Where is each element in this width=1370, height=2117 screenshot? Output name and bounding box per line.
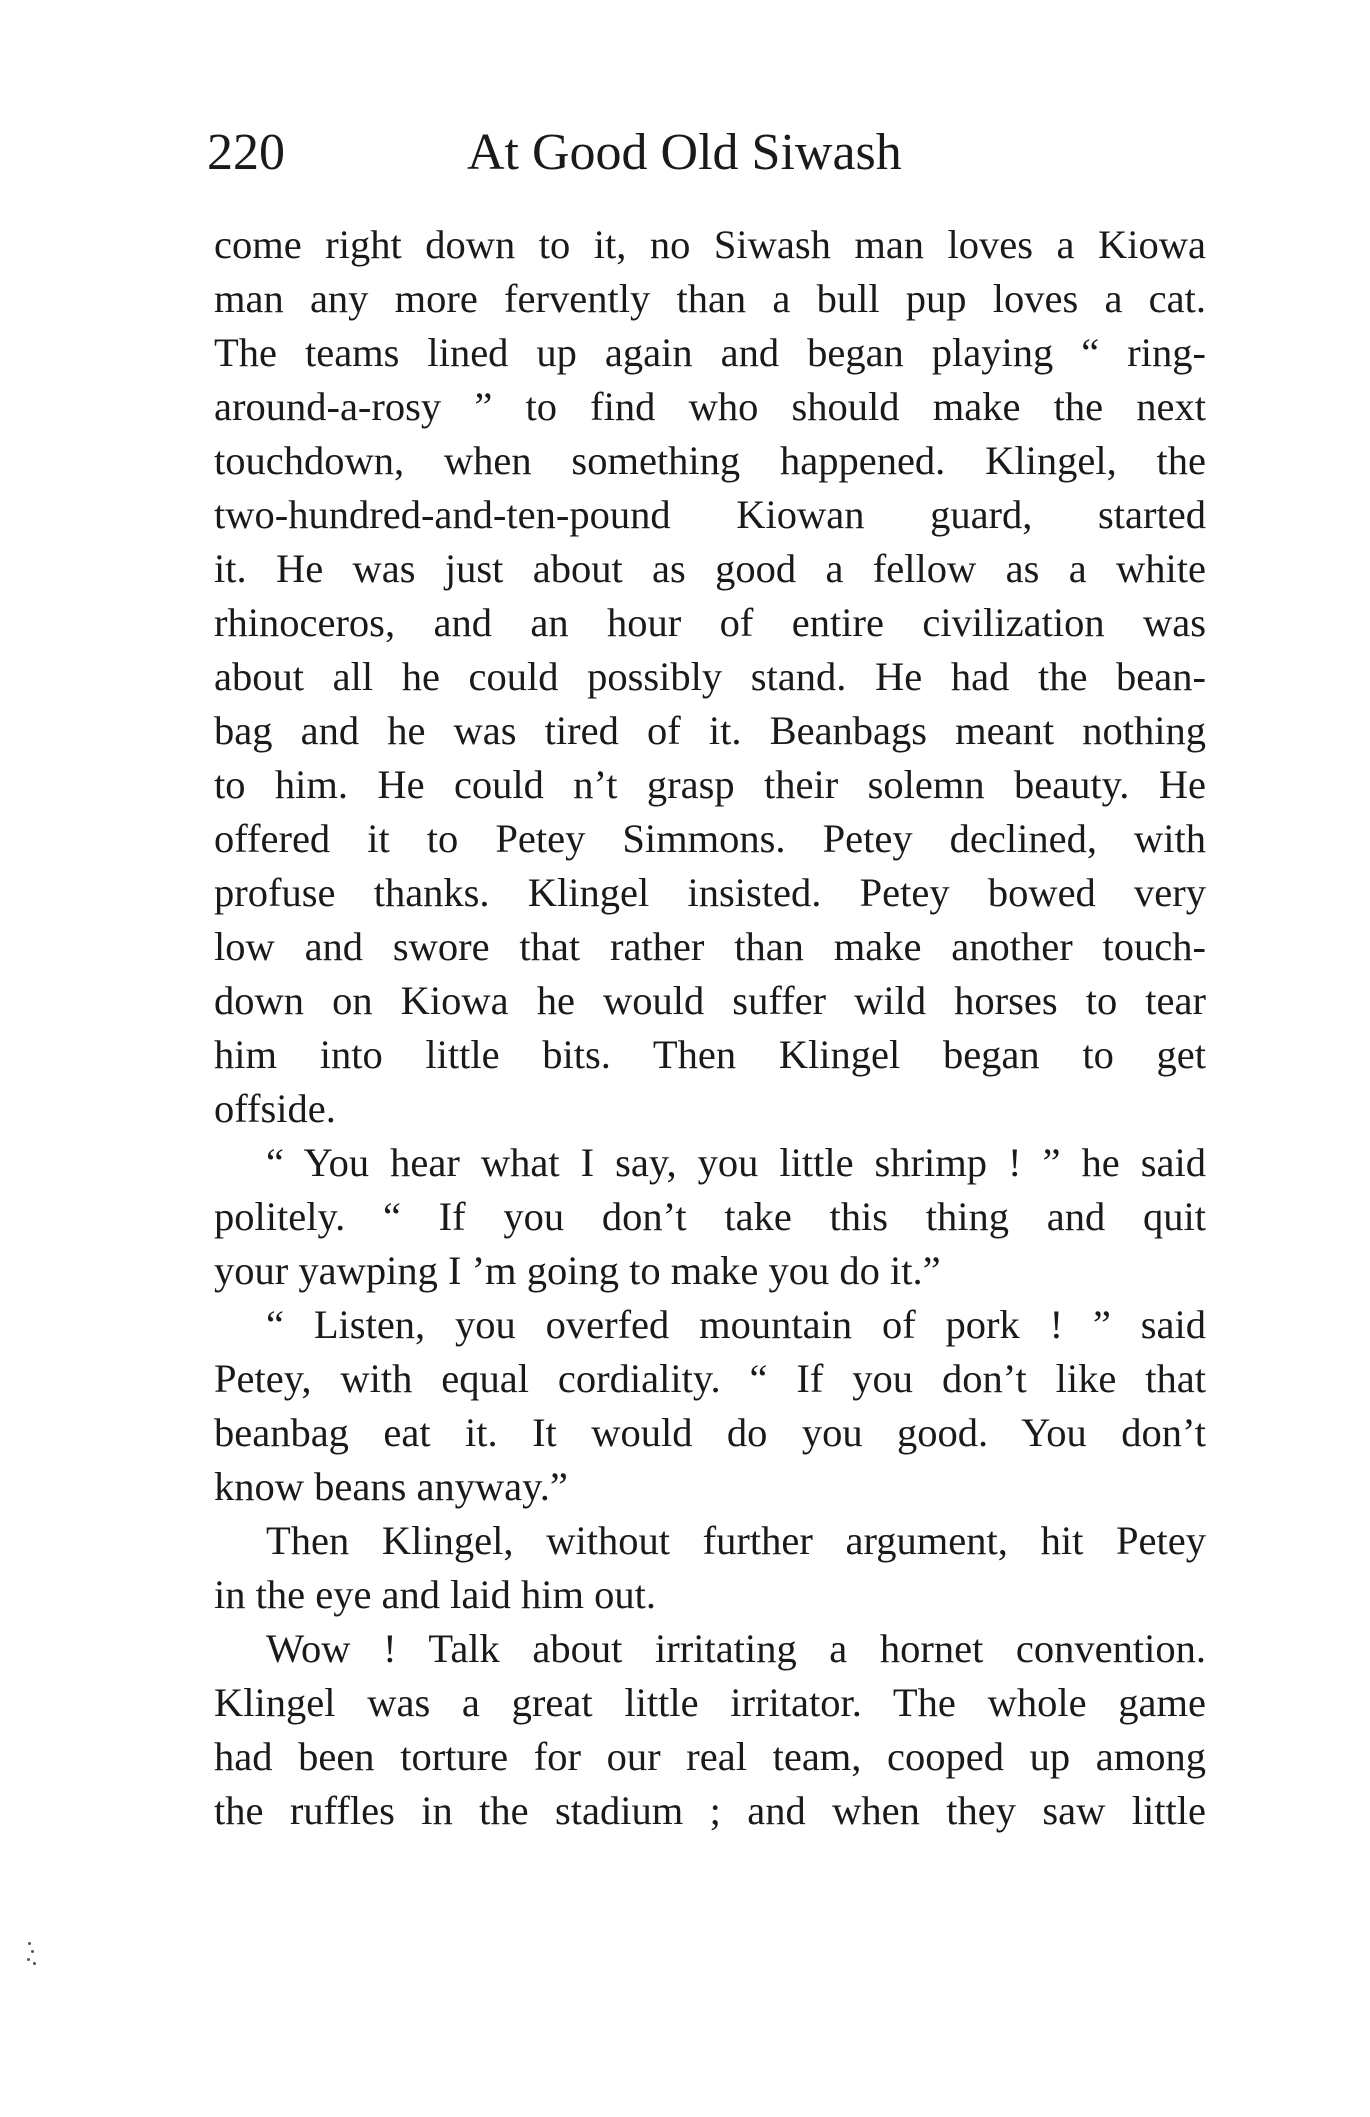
- text-line: Klingel was a great little irritator. The whole game: [214, 1680, 1206, 1725]
- text-line: Then Klingel, without further argument, hit Petey: [266, 1518, 1206, 1563]
- text-line: beanbag eat it. It would do you good. You don’t: [214, 1410, 1206, 1455]
- text-line: offside.: [214, 1086, 336, 1131]
- scan-specks: [26, 1940, 40, 1970]
- text-line: two-hundred-and-ten-pound Kiowan guard, started: [214, 492, 1206, 537]
- text-line: rhinoceros, and an hour of entire civilization was: [214, 600, 1206, 645]
- text-line: it. He was just about as good a fellow as a white: [214, 546, 1206, 591]
- text-line: about all he could possibly stand. He had the bean-: [214, 654, 1206, 699]
- text-line: offered it to Petey Simmons. Petey declined, with: [214, 816, 1206, 861]
- text-line: touchdown, when something happened. Klingel, the: [214, 438, 1206, 483]
- text-line: “ You hear what I say, you little shrimp ! ” he said: [266, 1140, 1206, 1185]
- text-line: had been torture for our real team, cooped up among: [214, 1734, 1206, 1779]
- book-title: At Good Old Siwash: [467, 124, 902, 181]
- body-text: [214, 218, 1206, 1838]
- text-line: in the eye and laid him out.: [214, 1572, 657, 1617]
- text-line: man any more fervently than a bull pup loves a cat.: [214, 276, 1206, 321]
- text-line: The teams lined up again and began playing “ ring-: [214, 330, 1206, 375]
- text-line: politely. “ If you don’t take this thing and quit: [214, 1194, 1206, 1239]
- text-line: “ Listen, you overfed mountain of pork ! ” said: [266, 1302, 1206, 1347]
- text-line: your yawping I ’m going to make you do it.”: [214, 1248, 941, 1293]
- text-line: the ruffles in the stadium ; and when they saw little: [214, 1788, 1206, 1833]
- text-line: around-a-rosy ” to find who should make the next: [214, 384, 1206, 429]
- running-head: [207, 118, 1207, 188]
- text-line: profuse thanks. Klingel insisted. Petey bowed very: [214, 870, 1206, 915]
- text-line: Petey, with equal cordiality. “ If you don’t like that: [214, 1356, 1206, 1401]
- text-line: to him. He could n’t grasp their solemn beauty. He: [214, 762, 1206, 807]
- text-line: come right down to it, no Siwash man loves a Kiowa: [214, 222, 1206, 267]
- text-line: know beans anyway.”: [214, 1464, 568, 1509]
- page-number: 220: [207, 124, 285, 181]
- text-line: him into little bits. Then Klingel began to get: [214, 1032, 1206, 1077]
- text-line: Wow ! Talk about irritating a hornet convention.: [266, 1626, 1206, 1671]
- text-line: low and swore that rather than make another touch-: [214, 924, 1206, 969]
- text-line: down on Kiowa he would suffer wild horses to tear: [214, 978, 1206, 1023]
- text-line: bag and he was tired of it. Beanbags meant nothing: [214, 708, 1206, 753]
